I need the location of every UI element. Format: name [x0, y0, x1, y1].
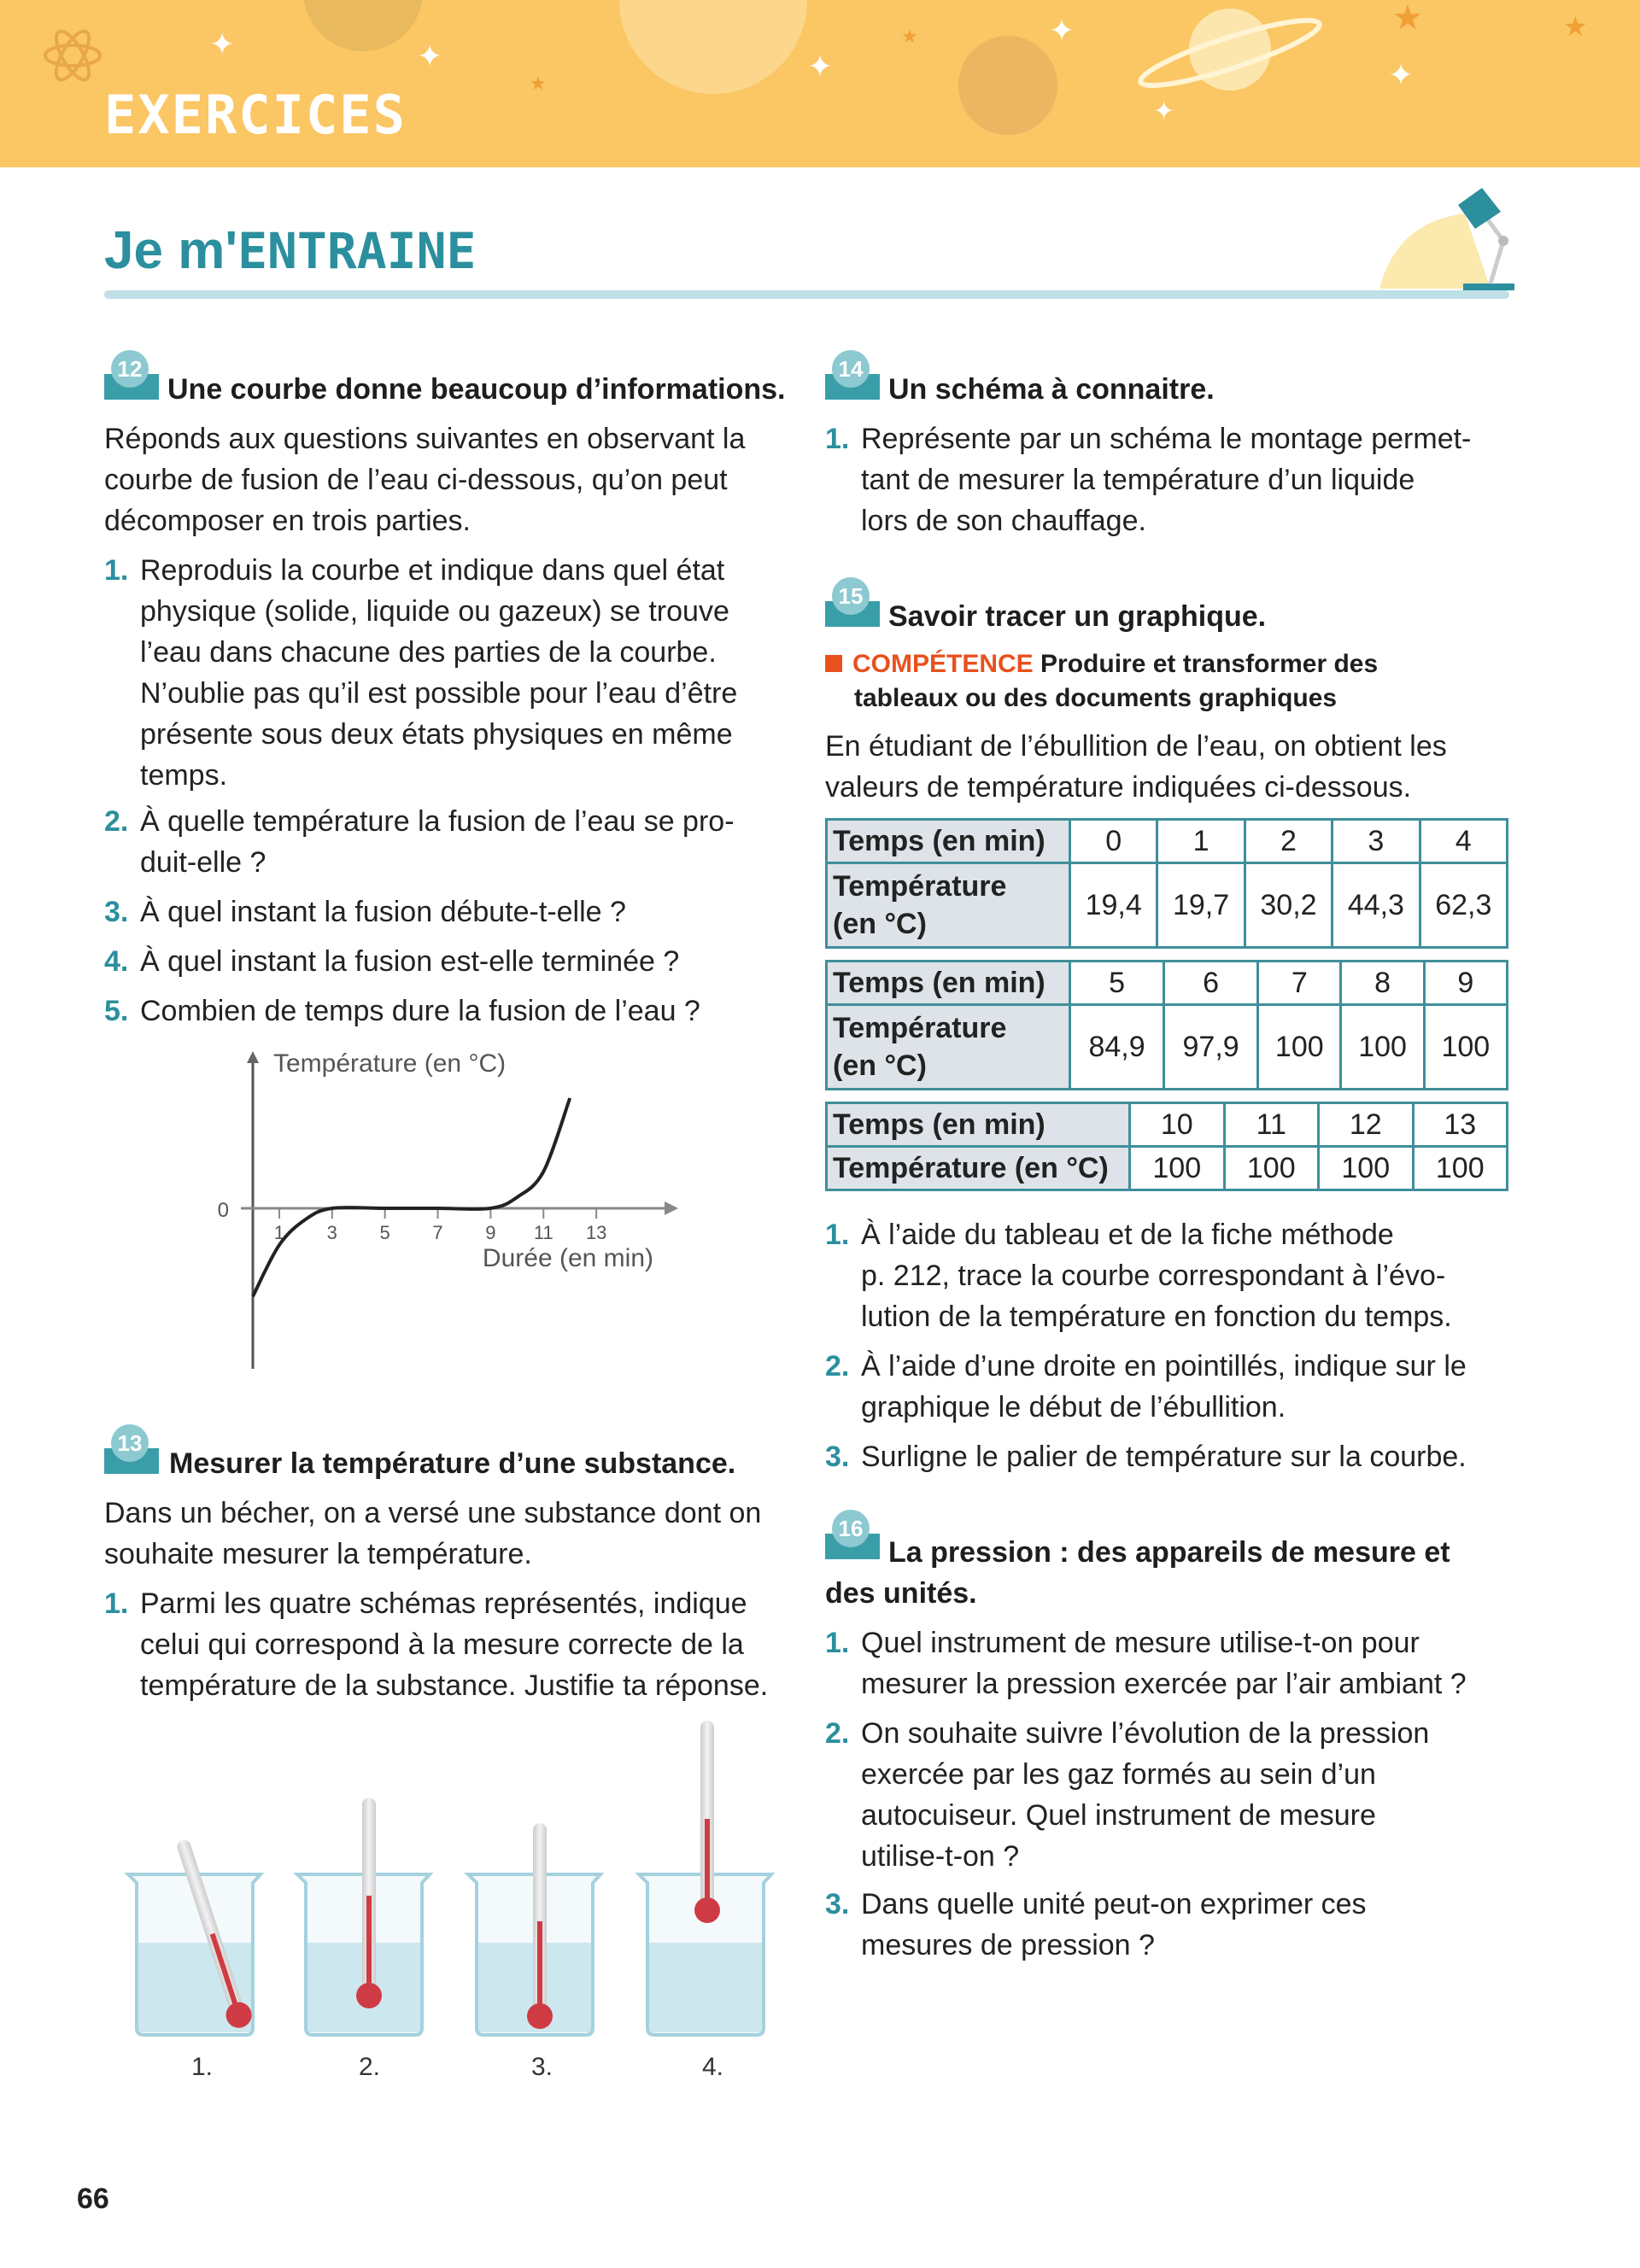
- y-axis-label: Température (en °C): [273, 1049, 507, 1078]
- table-cell: 4: [1420, 820, 1507, 863]
- question-number: 1.: [825, 1219, 850, 1251]
- table-cell: 100: [1413, 1147, 1508, 1190]
- exercise-12-question-5: [104, 991, 815, 1032]
- question-line: présente sous deux états physiques en même: [140, 718, 733, 751]
- question-number: 2.: [825, 1350, 850, 1382]
- table-cell: 44,3: [1332, 863, 1420, 948]
- question-line: utilise-t-on ?: [861, 1840, 1020, 1873]
- table-cell: 9: [1424, 962, 1507, 1005]
- question-number: 3.: [104, 896, 129, 928]
- question-line: Dans quelle unité peut-on exprimer ces: [861, 1888, 1367, 1920]
- table-row: [827, 820, 1508, 863]
- question-line: p. 212, trace la courbe correspondant à l’évo-: [861, 1260, 1446, 1292]
- exercise-13-number: 13: [111, 1424, 149, 1462]
- planet-1: [303, 0, 423, 51]
- desk-lamp-icon: [1362, 188, 1516, 295]
- table-cell: 12: [1319, 1103, 1414, 1147]
- temperature-table-2: [825, 960, 1508, 1090]
- beaker-3: [468, 1823, 600, 2035]
- table-header-temperature: [827, 1005, 1070, 1090]
- question-number: 1.: [104, 554, 129, 587]
- beaker-label-4: 4.: [702, 2053, 724, 2081]
- question-number: 1.: [104, 1587, 129, 1620]
- table-header-temperature: [827, 863, 1070, 948]
- section-rule: [104, 290, 1509, 299]
- exercise-12-number: 12: [111, 350, 149, 388]
- table-header-time: Temps (en min): [827, 962, 1070, 1005]
- question-number: 3.: [825, 1441, 850, 1473]
- exercise-16-question-2: [825, 1713, 1510, 1877]
- exercise-12-question-2: [104, 801, 815, 883]
- table-row: [827, 863, 1508, 948]
- beaker-4: [639, 1721, 771, 2035]
- exercise-12-title: Une courbe donne beaucoup d’informations.: [167, 373, 786, 406]
- table-header-time: Temps (en min): [827, 1103, 1130, 1147]
- exercise-15-number: 15: [832, 577, 870, 615]
- table-cell: 7: [1258, 962, 1341, 1005]
- question-line: exercée par les gaz formés au sein d’un: [861, 1758, 1376, 1791]
- table-cell: 8: [1341, 962, 1424, 1005]
- beaker-1: [128, 1837, 261, 2035]
- question-line: graphique le début de l’ébullition.: [861, 1391, 1286, 1423]
- table-cell: 100: [1424, 1005, 1507, 1090]
- section-title-prefix: Je m': [104, 221, 238, 280]
- competence-line-2: tableaux ou des documents graphiques: [854, 684, 1338, 712]
- section-title-emphasis: ENTRAINE: [237, 222, 477, 280]
- atom-icon: [45, 26, 100, 84]
- header-line: Température: [833, 1012, 1007, 1044]
- exercise-16-question-1: [825, 1622, 1510, 1704]
- table-cell: 11: [1224, 1103, 1319, 1147]
- table-row: [827, 1103, 1508, 1147]
- table-cell: 13: [1413, 1103, 1508, 1147]
- table-row: [827, 962, 1508, 1005]
- question-line: Combien de temps dure la fusion de l’eau ?: [140, 995, 700, 1027]
- question-line: mesures de pression ?: [861, 1929, 1155, 1961]
- question-line: À quel instant la fusion débute-t-elle ?: [140, 896, 626, 928]
- x-axis-arrow: [665, 1201, 678, 1215]
- intro-line: valeurs de température indiquées ci-dessous.: [825, 771, 1412, 804]
- svg-text:★: ★: [1392, 0, 1423, 38]
- table-cell: 100: [1130, 1147, 1225, 1190]
- table-row: [827, 1147, 1508, 1190]
- question-line: lors de son chauffage.: [861, 505, 1146, 537]
- question-line: mesurer la pression exercée par l’air ambiant ?: [861, 1668, 1467, 1700]
- exercise-14-title: Un schéma à connaitre.: [888, 373, 1215, 406]
- table-cell: 1: [1157, 820, 1245, 863]
- section-title: [104, 220, 476, 281]
- exercise-13-badge: [104, 1424, 159, 1474]
- table-cell: 6: [1164, 962, 1258, 1005]
- header-line: Température: [833, 870, 1007, 903]
- exercise-16-title-line-1: La pression : des appareils de mesure et: [888, 1536, 1450, 1569]
- intro-line: décomposer en trois parties.: [104, 505, 471, 537]
- exercise-12-intro: [104, 418, 805, 541]
- x-tick-label: 7: [432, 1222, 443, 1243]
- table-cell: 100: [1258, 1005, 1341, 1090]
- question-line: autocuiseur. Quel instrument de mesure: [861, 1799, 1376, 1832]
- exercise-15-question-3: [825, 1436, 1510, 1477]
- x-tick-label: 1: [273, 1222, 285, 1243]
- table-cell: 100: [1341, 1005, 1424, 1090]
- competence-square-icon: [825, 655, 842, 672]
- temperature-table-1: [825, 818, 1508, 949]
- exercise-14-question-1: [825, 418, 1510, 541]
- question-number: 1.: [825, 1627, 850, 1659]
- table-row: [827, 1005, 1508, 1090]
- intro-line: courbe de fusion de l’eau ci-dessous, qu’on peut: [104, 464, 728, 496]
- exercise-12-question-1: [104, 550, 815, 796]
- svg-text:✦: ✦: [807, 50, 834, 85]
- table-header-time: Temps (en min): [827, 820, 1070, 863]
- competence-label: COMPÉTENCE: [852, 650, 1034, 678]
- competence-block: [825, 647, 1508, 716]
- temperature-table-3: [825, 1102, 1508, 1191]
- beaker-2: [297, 1797, 430, 2035]
- beaker-label-1: 1.: [191, 2053, 214, 2081]
- table-cell: 3: [1332, 820, 1420, 863]
- svg-text:✦: ✦: [1388, 58, 1414, 93]
- question-line: Reproduis la courbe et indique dans quel état: [140, 554, 725, 587]
- question-line: physique (solide, liquide ou gazeux) se trouve: [140, 595, 729, 628]
- beaker-label-2: 2.: [359, 2053, 381, 2081]
- exercise-15-intro: [825, 726, 1508, 808]
- exercise-13-intro: [104, 1493, 805, 1575]
- y-axis-arrow: [247, 1051, 259, 1063]
- header-banner: [0, 0, 1640, 167]
- fusion-curve-chart: [196, 1038, 692, 1379]
- question-line: N’oublie pas qu’il est possible pour l’eau d’être: [140, 677, 738, 710]
- competence-line-1: [825, 647, 1508, 681]
- exercise-15-badge: [825, 577, 880, 627]
- table-cell: 19,7: [1157, 863, 1245, 948]
- exercise-16-badge: [825, 1510, 880, 1559]
- x-tick-label: 3: [326, 1222, 337, 1243]
- table-cell: 84,9: [1070, 1005, 1164, 1090]
- svg-text:✦: ✦: [1153, 96, 1175, 126]
- header-line: (en °C): [833, 908, 927, 940]
- svg-text:★: ★: [901, 26, 918, 48]
- exercise-15-question-1: [825, 1214, 1510, 1337]
- exercise-14-number: 14: [832, 350, 870, 388]
- table-cell: 0: [1070, 820, 1157, 863]
- question-line: température de la substance. Justifie ta réponse.: [140, 1669, 769, 1702]
- planet-3: [958, 36, 1057, 135]
- planet-2: [619, 0, 807, 94]
- table-cell: 2: [1245, 820, 1332, 863]
- exercise-13-title: Mesurer la température d’une substance.: [169, 1447, 736, 1480]
- table-header-temperature: Température (en °C): [827, 1147, 1130, 1190]
- svg-text:★: ★: [1563, 10, 1588, 43]
- exercise-16-number: 16: [832, 1510, 870, 1547]
- exercise-14-badge: [825, 350, 880, 400]
- question-line: Surligne le palier de température sur la courbe.: [861, 1441, 1467, 1473]
- table-cell: 10: [1130, 1103, 1225, 1147]
- x-tick-label: 13: [585, 1222, 607, 1243]
- exercise-12-question-3: [104, 891, 815, 932]
- page-number: 66: [77, 2183, 109, 2215]
- question-line: l’eau dans chacune des parties de la courbe.: [140, 636, 717, 669]
- table-cell: 5: [1070, 962, 1164, 1005]
- exercise-12-badge: [104, 350, 159, 400]
- exercise-15-title: Savoir tracer un graphique.: [888, 600, 1267, 633]
- question-line: À l’aide du tableau et de la fiche méthode: [861, 1219, 1394, 1251]
- question-line: Parmi les quatre schémas représentés, indique: [140, 1587, 747, 1620]
- banner-title: EXERCICES: [104, 84, 407, 146]
- question-line: celui qui correspond à la mesure correcte de la: [140, 1628, 744, 1661]
- question-line: tant de mesurer la température d’un liquide: [861, 464, 1415, 496]
- question-number: 4.: [104, 945, 129, 978]
- question-line: Représente par un schéma le montage permet-: [861, 423, 1472, 455]
- svg-text:★: ★: [530, 73, 547, 95]
- question-line: duit-elle ?: [140, 846, 266, 879]
- question-line: À quelle température la fusion de l’eau se pro-: [140, 805, 735, 838]
- x-tick-label: 11: [533, 1222, 554, 1243]
- table-cell: 97,9: [1164, 1005, 1258, 1090]
- table-cell: 30,2: [1245, 863, 1332, 948]
- beaker-label-3: 3.: [531, 2053, 554, 2081]
- question-line: lution de la température en fonction du temps.: [861, 1301, 1452, 1333]
- exercise-16-title-line-2: des unités.: [825, 1577, 977, 1610]
- y-tick-label: 0: [217, 1199, 229, 1222]
- x-axis-label: Durée (en min): [482, 1244, 653, 1272]
- competence-text-1: Produire et transformer des: [1040, 650, 1379, 678]
- question-line: À quel instant la fusion est-elle terminée ?: [140, 945, 680, 978]
- question-number: 1.: [825, 423, 850, 455]
- header-line: (en °C): [833, 1049, 927, 1082]
- intro-line: Dans un bécher, on a versé une substance dont on: [104, 1497, 762, 1529]
- exercise-15-question-2: [825, 1346, 1510, 1428]
- question-number: 2.: [104, 805, 129, 838]
- intro-line: souhaite mesurer la température.: [104, 1538, 532, 1570]
- svg-text:✦: ✦: [209, 27, 236, 62]
- question-number: 3.: [825, 1888, 850, 1920]
- table-cell: 62,3: [1420, 863, 1507, 948]
- table-cell: 100: [1319, 1147, 1414, 1190]
- exercise-12-question-4: [104, 941, 815, 982]
- intro-line: Réponds aux questions suivantes en observant la: [104, 423, 746, 455]
- table-cell: 19,4: [1070, 863, 1157, 948]
- beakers-figure: [120, 1712, 786, 2049]
- svg-text:✦: ✦: [1049, 14, 1075, 49]
- intro-line: En étudiant de l’ébullition de l’eau, on obtient les: [825, 730, 1447, 763]
- exercise-16-question-3: [825, 1884, 1510, 1966]
- question-line: À l’aide d’une droite en pointillés, indique sur le: [861, 1350, 1467, 1382]
- question-line: temps.: [140, 759, 228, 792]
- x-tick-label: 9: [485, 1222, 496, 1243]
- x-tick-label: 5: [379, 1222, 390, 1243]
- exercise-13-question-1: [104, 1583, 823, 1706]
- question-number: 5.: [104, 995, 129, 1027]
- question-line: Quel instrument de mesure utilise-t-on pour: [861, 1627, 1420, 1659]
- table-cell: 100: [1224, 1147, 1319, 1190]
- svg-text:✦: ✦: [417, 39, 443, 74]
- question-line: On souhaite suivre l’évolution de la pression: [861, 1717, 1430, 1750]
- question-number: 2.: [825, 1717, 850, 1750]
